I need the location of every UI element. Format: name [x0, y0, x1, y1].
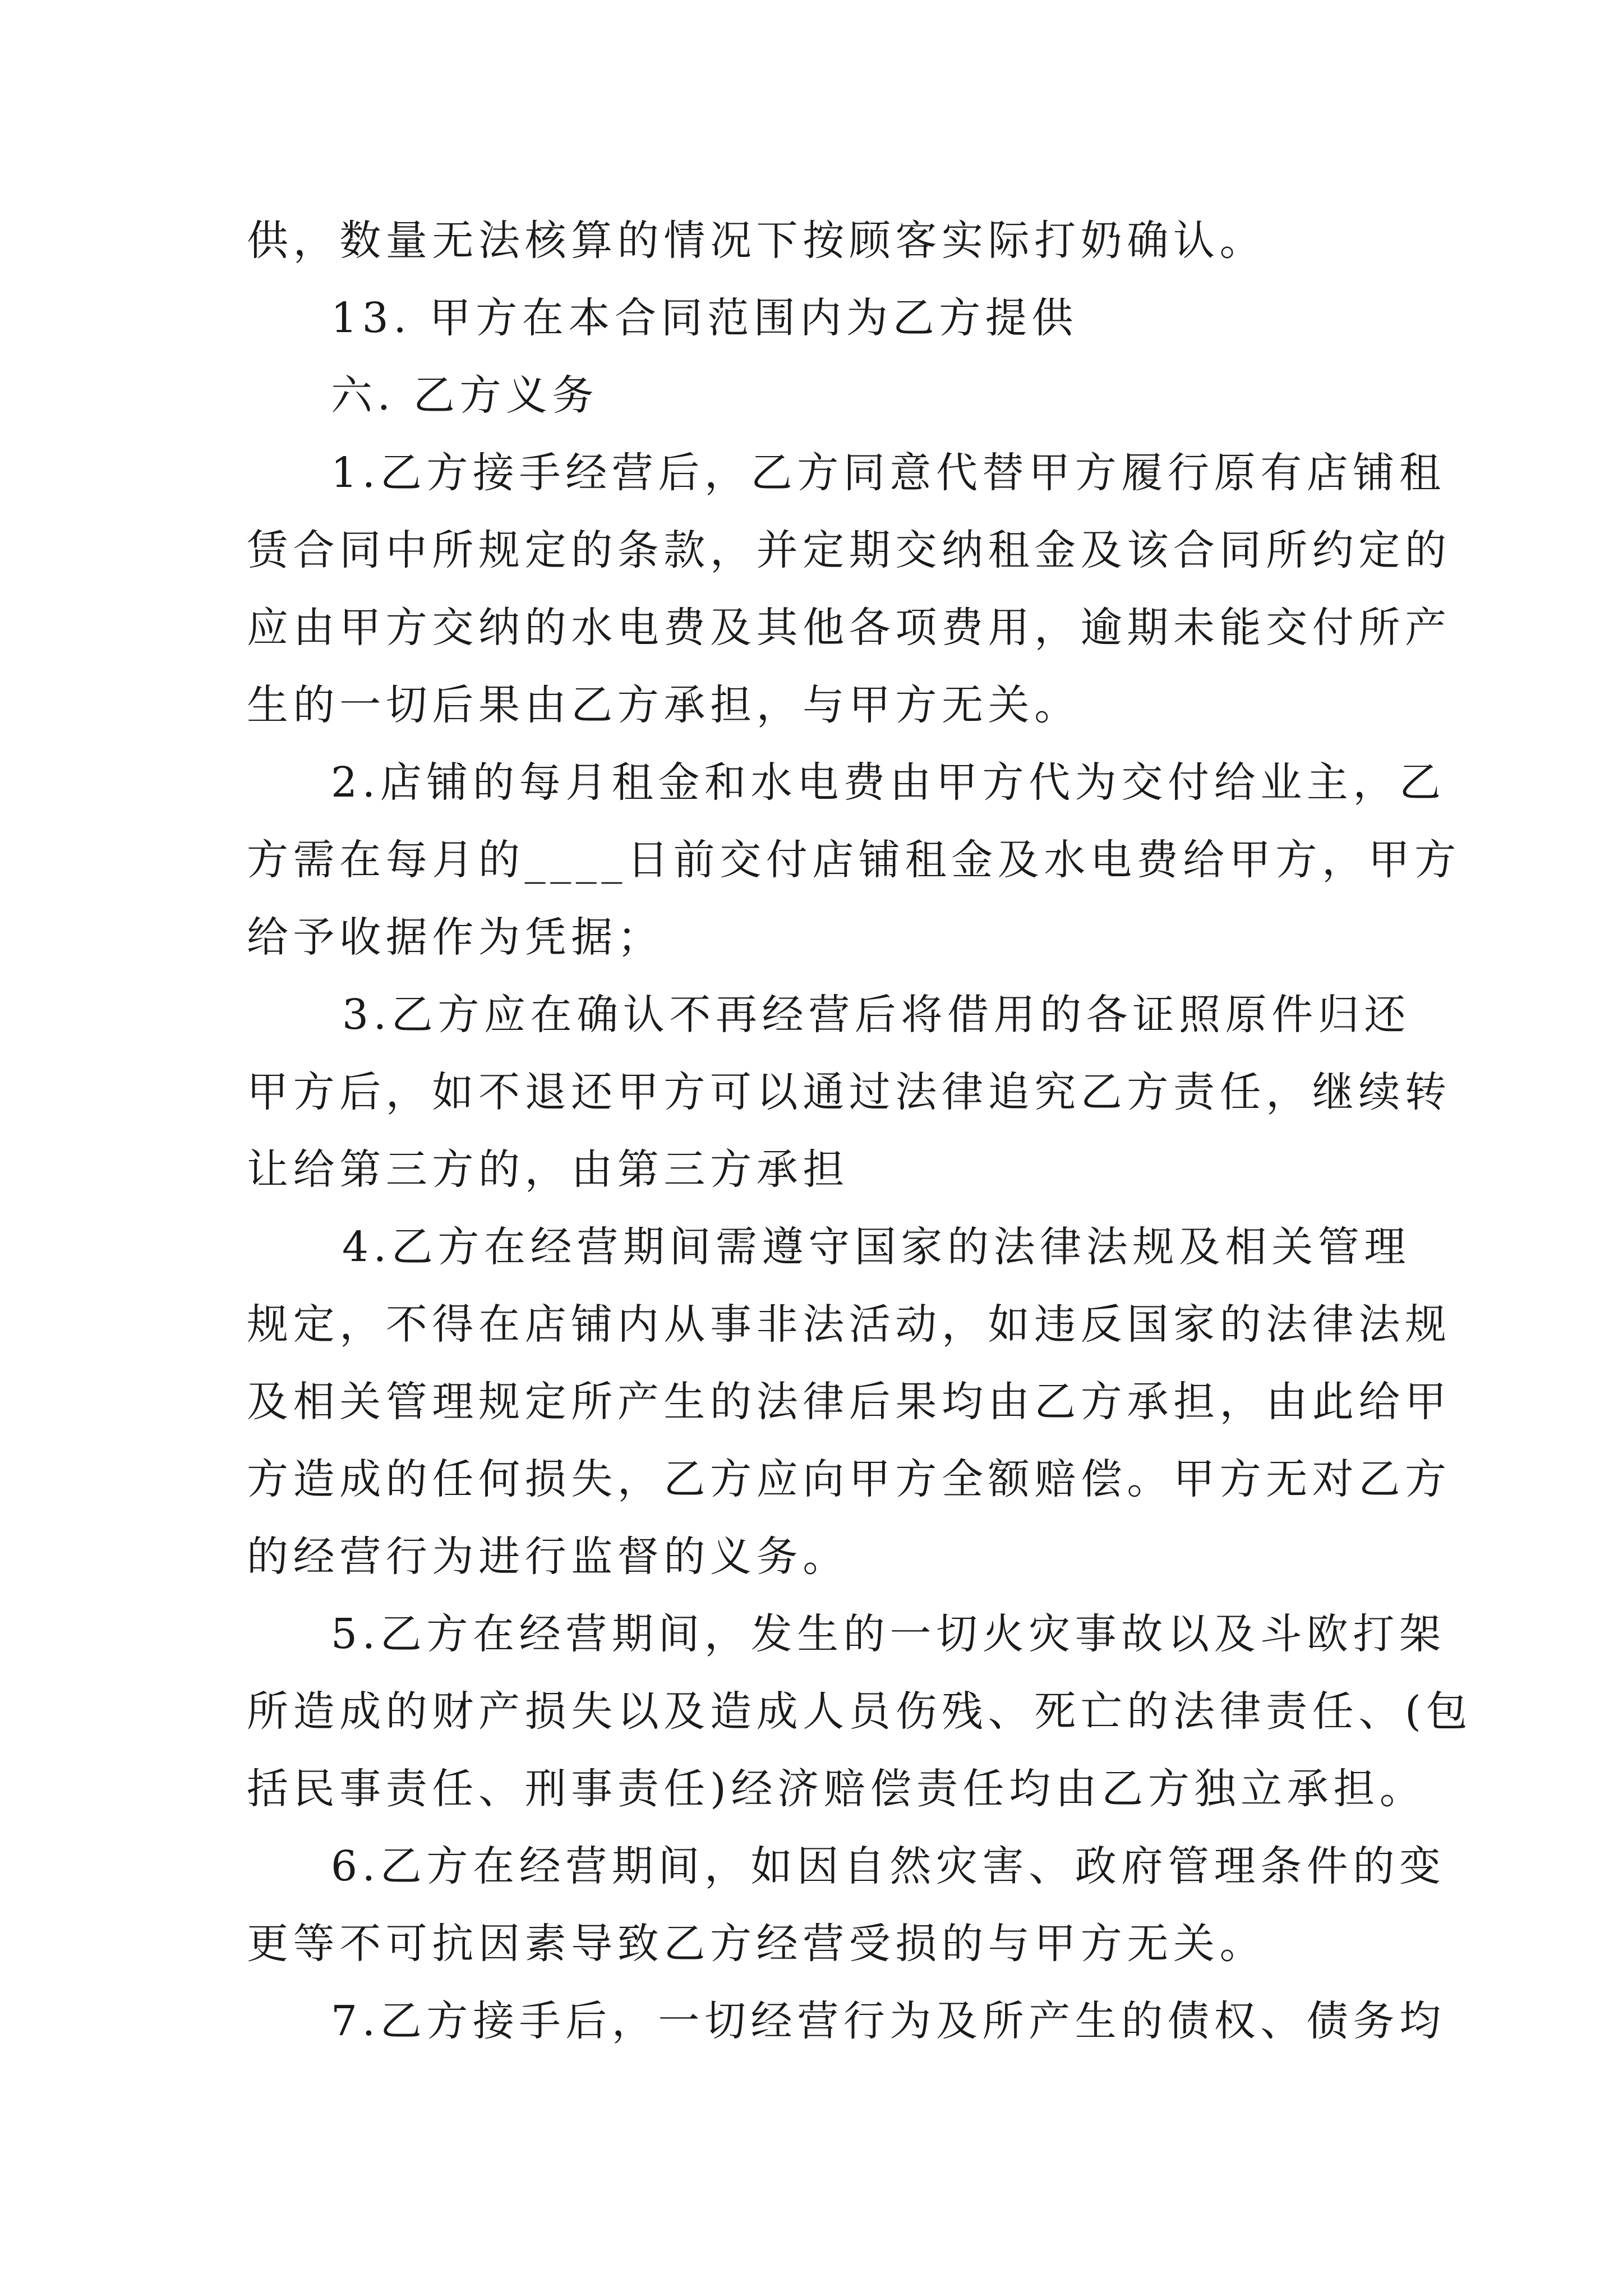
text-line-7: 生的一切后果由乙方承担，与甲方无关。 [247, 681, 1081, 729]
text-line-14: 4.乙方在经营期间需遵守国家的法律法规及相关管理 [342, 1223, 1411, 1271]
text-line-22: 6.乙方在经营期间，如因自然灾害、政府管理条件的变 [331, 1842, 1446, 1890]
text-line-24: 7.乙方接手后，一切经营行为及所产生的债权、债务均 [331, 1997, 1446, 2045]
section-heading-obligations: 六. 乙方义务 [331, 371, 599, 420]
document-body [247, 202, 1473, 2060]
text-line-4: 1.乙方接手经营后，乙方同意代替甲方履行原有店铺租 [331, 449, 1446, 497]
text-line-16: 及相关管理规定所产生的法律后果均由乙方承担，由此给甲 [247, 1378, 1451, 1426]
text-line-12: 甲方后，如不退还甲方可以通过法律追究乙方责任，继续转 [247, 1068, 1451, 1116]
text-line-9: 方需在每月的____日前交付店铺租金及水电费给甲方，甲方 [247, 836, 1461, 884]
text-line-8: 2.店铺的每月租金和水电费由甲方代为交付给业主，乙 [331, 758, 1446, 807]
text-line-6: 应由甲方交纳的水电费及其他各项费用，逾期未能交付所产 [247, 604, 1451, 652]
text-line-19: 5.乙方在经营期间，发生的一切火灾事故以及斗欧打架 [331, 1610, 1446, 1658]
text-line-20: 所造成的财产损失以及造成人员伤残、死亡的法律责任、(包 [247, 1687, 1473, 1736]
text-line-11: 3.乙方应在确认不再经营后将借用的各证照原件归还 [342, 991, 1411, 1039]
text-line-15: 规定，不得在店铺内从事非法活动，如违反国家的法律法规 [247, 1300, 1451, 1349]
text-line-23: 更等不可抗因素导致乙方经营受损的与甲方无关。 [247, 1920, 1266, 1968]
text-line-21: 括民事责任、刑事责任)经济赔偿责任均由乙方独立承担。 [247, 1765, 1426, 1813]
text-line-18: 的经营行为进行监督的义务。 [247, 1533, 849, 1581]
text-line-2: 13. 甲方在本合同范围内为乙方提供 [331, 294, 1078, 342]
text-line-17: 方造成的任何损失，乙方应向甲方全额赔偿。甲方无对乙方 [247, 1455, 1451, 1503]
text-line-10: 给予收据作为凭据； [247, 913, 664, 961]
text-line-5: 赁合同中所规定的条款，并定期交纳租金及该合同所约定的 [247, 526, 1451, 574]
text-line-13: 让给第三方的，由第三方承担 [247, 1145, 849, 1194]
text-line-1: 供，数量无法核算的情况下按顾客实际打奶确认。 [247, 217, 1266, 265]
